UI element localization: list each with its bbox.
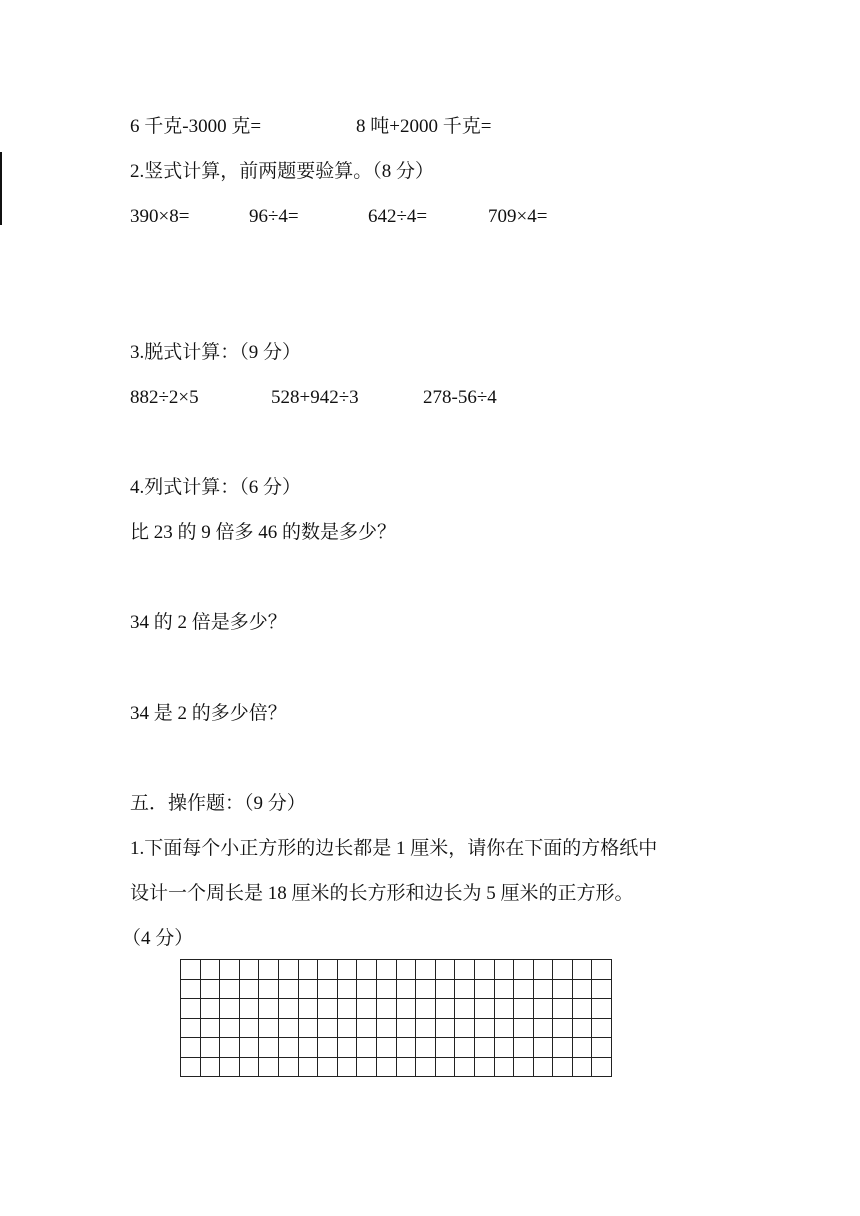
grid-cell[interactable] [592, 979, 612, 999]
q2-item-2: 96÷4= [249, 206, 299, 227]
grid-cell[interactable] [572, 979, 592, 999]
grid-cell[interactable] [318, 999, 338, 1019]
grid-cell[interactable] [376, 1057, 396, 1077]
grid-cell[interactable] [298, 999, 318, 1019]
q3-item-3: 278-56÷4 [423, 387, 497, 408]
grid-cell[interactable] [592, 1038, 612, 1058]
grid-cell[interactable] [318, 1057, 338, 1077]
grid-cell[interactable] [396, 979, 416, 999]
grid-cell[interactable] [572, 1038, 592, 1058]
grid-cell[interactable] [435, 999, 455, 1019]
grid-cell[interactable] [337, 1018, 357, 1038]
grid-row [181, 1057, 612, 1077]
grid-cell[interactable] [494, 960, 514, 980]
grid-cell[interactable] [259, 1057, 279, 1077]
grid-cell[interactable] [220, 1057, 240, 1077]
grid-cell[interactable] [435, 979, 455, 999]
grid-cell[interactable] [318, 1038, 338, 1058]
grid-cell[interactable] [494, 999, 514, 1019]
grid-cell[interactable] [357, 1018, 377, 1038]
unit-expr-1: 6 千克-3000 克= [130, 116, 262, 137]
grid-cell[interactable] [494, 1038, 514, 1058]
grid-cell[interactable] [239, 1038, 259, 1058]
grid-cell[interactable] [494, 1057, 514, 1077]
grid-cell[interactable] [239, 1057, 259, 1077]
grid-cell[interactable] [298, 1057, 318, 1077]
grid-cell[interactable] [416, 960, 436, 980]
grid-cell[interactable] [474, 960, 494, 980]
grid-cell[interactable] [514, 1018, 534, 1038]
grid-cell[interactable] [553, 960, 573, 980]
grid-cell[interactable] [220, 979, 240, 999]
grid-cell[interactable] [514, 999, 534, 1019]
grid-cell[interactable] [298, 979, 318, 999]
grid-cell[interactable] [357, 999, 377, 1019]
grid-cell[interactable] [572, 1057, 592, 1077]
q4-title: 4.列式计算：（6 分） [130, 477, 302, 498]
grid-cell[interactable] [514, 1038, 534, 1058]
grid-cell[interactable] [259, 1018, 279, 1038]
grid-cell[interactable] [220, 999, 240, 1019]
q2-item-3: 642÷4= [368, 206, 428, 227]
grid-cell[interactable] [592, 999, 612, 1019]
grid-cell[interactable] [220, 960, 240, 980]
grid-cell[interactable] [592, 1057, 612, 1077]
grid-cell[interactable] [474, 1018, 494, 1038]
grid-cell[interactable] [435, 1038, 455, 1058]
section5-title: 五．操作题：（9 分） [130, 793, 306, 814]
q2-item-1: 390×8= [130, 206, 190, 227]
grid-cell[interactable] [514, 960, 534, 980]
grid-cell[interactable] [455, 979, 475, 999]
grid-cell[interactable] [435, 1018, 455, 1038]
grid-cell[interactable] [474, 1038, 494, 1058]
grid-row [181, 979, 612, 999]
grid-cell[interactable] [533, 960, 553, 980]
grid-cell[interactable] [455, 1038, 475, 1058]
grid-cell[interactable] [200, 960, 220, 980]
grid-cell[interactable] [200, 1038, 220, 1058]
q3-item-1: 882÷2×5 [130, 387, 199, 408]
grid-cell[interactable] [200, 979, 220, 999]
grid-cell[interactable] [416, 979, 436, 999]
q3-title: 3.脱式计算：（9 分） [130, 342, 302, 363]
q4-question-3: 34 是 2 的多少倍？ [130, 703, 287, 724]
grid-cell[interactable] [200, 1057, 220, 1077]
section5-q1-line2: 设计一个周长是 18 厘米的长方形和边长为 5 厘米的正方形。 [130, 883, 634, 904]
grid-cell[interactable] [455, 960, 475, 980]
grid-row [181, 1018, 612, 1038]
grid-cell[interactable] [337, 979, 357, 999]
q3-item-2: 528+942÷3 [271, 387, 359, 408]
grid-cell[interactable] [181, 1038, 201, 1058]
grid-cell[interactable] [298, 960, 318, 980]
grid-cell[interactable] [474, 979, 494, 999]
grid-cell[interactable] [181, 1057, 201, 1077]
grid-cell[interactable] [337, 1057, 357, 1077]
grid-cell[interactable] [239, 960, 259, 980]
grid-cell[interactable] [181, 999, 201, 1019]
grid-cell[interactable] [357, 979, 377, 999]
grid-cell[interactable] [278, 1057, 298, 1077]
grid-cell[interactable] [533, 979, 553, 999]
grid-cell[interactable] [592, 960, 612, 980]
grid-paper[interactable] [180, 959, 612, 1077]
grid-cell[interactable] [357, 960, 377, 980]
grid-cell[interactable] [278, 1018, 298, 1038]
grid-cell[interactable] [533, 1018, 553, 1038]
grid-cell[interactable] [298, 1038, 318, 1058]
grid-cell[interactable] [376, 1038, 396, 1058]
grid-cell[interactable] [200, 999, 220, 1019]
grid-cell[interactable] [572, 1018, 592, 1038]
margin-bar [0, 152, 2, 225]
grid-cell[interactable] [553, 979, 573, 999]
grid-cell[interactable] [357, 1038, 377, 1058]
grid-cell[interactable] [396, 1057, 416, 1077]
grid-cell[interactable] [376, 1018, 396, 1038]
grid-cell[interactable] [396, 1018, 416, 1038]
grid-cell[interactable] [416, 1038, 436, 1058]
grid-row [181, 960, 612, 980]
grid-cell[interactable] [376, 979, 396, 999]
grid-cell[interactable] [416, 999, 436, 1019]
grid-cell[interactable] [239, 1018, 259, 1038]
grid-cell[interactable] [376, 999, 396, 1019]
grid-cell[interactable] [572, 999, 592, 1019]
grid-cell[interactable] [259, 1038, 279, 1058]
grid-cell[interactable] [494, 979, 514, 999]
unit-expr-2: 8 吨+2000 千克= [356, 116, 492, 137]
grid-cell[interactable] [220, 1018, 240, 1038]
grid-cell[interactable] [357, 1057, 377, 1077]
grid-cell[interactable] [278, 960, 298, 980]
grid-cell[interactable] [220, 1038, 240, 1058]
grid-cell[interactable] [181, 1018, 201, 1038]
grid-cell[interactable] [298, 1018, 318, 1038]
grid-cell[interactable] [278, 1038, 298, 1058]
grid-cell[interactable] [337, 1038, 357, 1058]
grid-cell[interactable] [259, 999, 279, 1019]
grid-cell[interactable] [435, 1057, 455, 1077]
grid-cell[interactable] [337, 999, 357, 1019]
grid-cell[interactable] [376, 960, 396, 980]
grid-cell[interactable] [553, 1018, 573, 1038]
grid-cell[interactable] [455, 1018, 475, 1038]
grid-cell[interactable] [435, 960, 455, 980]
grid-cell[interactable] [533, 1038, 553, 1058]
grid-cell[interactable] [200, 1018, 220, 1038]
grid-cell[interactable] [318, 979, 338, 999]
grid-cell[interactable] [553, 1057, 573, 1077]
grid-cell[interactable] [514, 1057, 534, 1077]
q4-question-1: 比 23 的 9 倍多 46 的数是多少？ [130, 522, 397, 543]
q2-item-4: 709×4= [488, 206, 548, 227]
grid-cell[interactable] [416, 1057, 436, 1077]
grid-cell[interactable] [259, 979, 279, 999]
grid-cell[interactable] [533, 999, 553, 1019]
grid-cell[interactable] [396, 999, 416, 1019]
grid-cell[interactable] [572, 960, 592, 980]
section5-q1-line1: 1.下面每个小正方形的边长都是 1 厘米，请你在下面的方格纸中 [130, 838, 658, 859]
grid-cell[interactable] [553, 999, 573, 1019]
q4-question-2: 34 的 2 倍是多少？ [130, 612, 287, 633]
grid-cell[interactable] [239, 999, 259, 1019]
grid-cell[interactable] [553, 1038, 573, 1058]
grid-cell[interactable] [259, 960, 279, 980]
grid-cell[interactable] [181, 979, 201, 999]
grid-cell[interactable] [474, 1057, 494, 1077]
grid-cell[interactable] [278, 979, 298, 999]
grid-cell[interactable] [494, 1018, 514, 1038]
grid-cell[interactable] [337, 960, 357, 980]
grid-cell[interactable] [455, 1057, 475, 1077]
grid-cell[interactable] [416, 1018, 436, 1038]
q2-title: 2.竖式计算，前两题要验算。（8 分） [130, 161, 435, 182]
grid-cell[interactable] [181, 960, 201, 980]
grid-cell[interactable] [474, 999, 494, 1019]
grid-cell[interactable] [239, 979, 259, 999]
grid-row [181, 999, 612, 1019]
grid-cell[interactable] [592, 1018, 612, 1038]
grid-cell[interactable] [514, 979, 534, 999]
grid-row [181, 1038, 612, 1058]
grid-cell[interactable] [318, 1018, 338, 1038]
grid-cell[interactable] [533, 1057, 553, 1077]
grid-cell[interactable] [455, 999, 475, 1019]
grid-cell[interactable] [396, 960, 416, 980]
grid-cell[interactable] [278, 999, 298, 1019]
section5-q1-points: （4 分） [122, 928, 194, 949]
grid-cell[interactable] [396, 1038, 416, 1058]
grid-cell[interactable] [318, 960, 338, 980]
